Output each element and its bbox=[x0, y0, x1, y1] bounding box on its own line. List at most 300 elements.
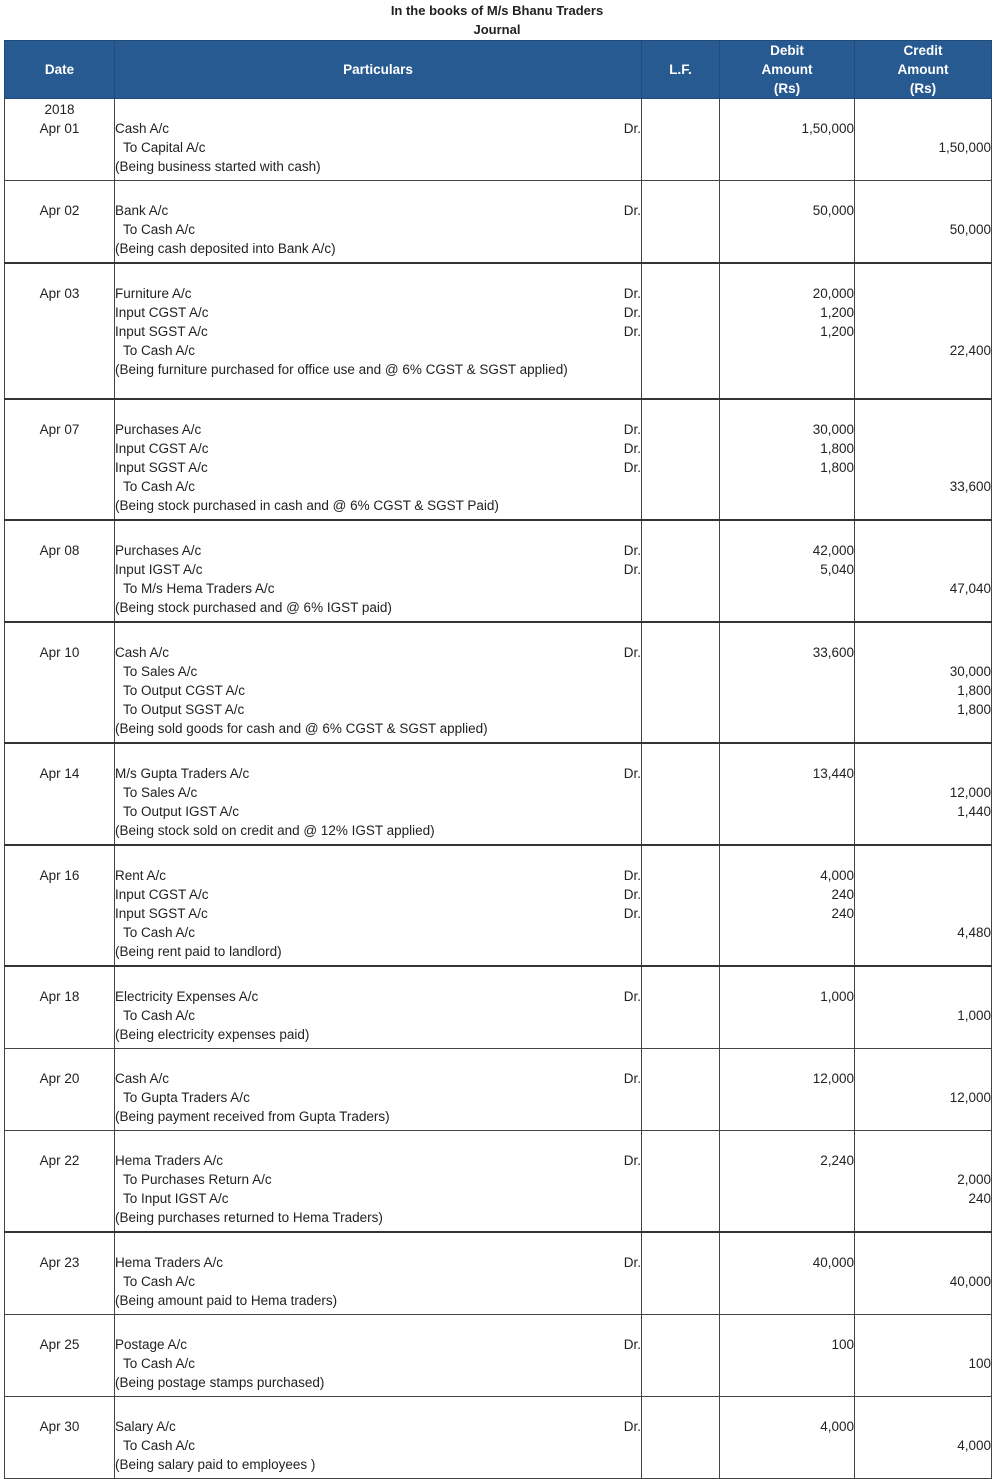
credit-account-line bbox=[115, 1189, 641, 1208]
date-cell bbox=[5, 1315, 115, 1397]
narration: (Being rent paid to landlord) bbox=[115, 944, 282, 959]
header-date: Date bbox=[5, 41, 115, 99]
debit-account-line bbox=[115, 1253, 641, 1272]
debit-cell bbox=[720, 181, 855, 264]
account-name: Furniture A/c bbox=[115, 286, 192, 301]
particulars-cell bbox=[115, 743, 642, 845]
narration: (Being amount paid to Hema traders) bbox=[115, 1293, 338, 1308]
credit-cell bbox=[855, 1049, 992, 1131]
debit-amount: 1,800 bbox=[820, 441, 854, 456]
dr-marker: Dr. bbox=[623, 868, 641, 883]
account-name: Input CGST A/c bbox=[115, 887, 209, 902]
debit-blank bbox=[720, 700, 854, 719]
debit-amount: 2,240 bbox=[820, 1153, 854, 1168]
credit-amount: 40,000 bbox=[949, 1274, 991, 1289]
credit-amount: 12,000 bbox=[949, 1090, 991, 1105]
lf-cell bbox=[642, 845, 720, 966]
lf-cell bbox=[642, 520, 720, 622]
particulars-cell bbox=[115, 1131, 642, 1233]
dr-marker: Dr. bbox=[623, 1153, 641, 1168]
credit-amount: 4,480 bbox=[957, 925, 991, 940]
lf-cell bbox=[642, 1232, 720, 1315]
dr-marker: Dr. bbox=[623, 989, 641, 1004]
credit-blank bbox=[855, 1417, 991, 1436]
credit-account-line bbox=[115, 1354, 641, 1373]
debit-blank bbox=[720, 1272, 854, 1291]
header-debit bbox=[720, 41, 855, 99]
journal-body bbox=[5, 99, 992, 1479]
particulars-cell bbox=[115, 520, 642, 622]
narration: (Being sold goods for cash and @ 6% CGST & SGST applied) bbox=[115, 721, 488, 736]
debit-blank bbox=[720, 341, 854, 360]
narration: (Being salary paid to employees ) bbox=[115, 1457, 316, 1472]
debit-cell bbox=[720, 1049, 855, 1131]
entry-date: Apr 07 bbox=[39, 422, 80, 437]
debit-account-line bbox=[115, 284, 641, 303]
credit-cell bbox=[855, 845, 992, 966]
credit-account-line bbox=[115, 700, 641, 719]
entry-date: Apr 08 bbox=[39, 543, 80, 558]
date-cell bbox=[5, 743, 115, 845]
lf-cell bbox=[642, 1315, 720, 1397]
debit-cell bbox=[720, 1131, 855, 1233]
journal-entry-row bbox=[5, 520, 992, 622]
credit-blank bbox=[855, 866, 991, 885]
journal-entry-row bbox=[5, 181, 992, 264]
credit-cell bbox=[855, 1397, 992, 1479]
debit-cell bbox=[720, 1232, 855, 1315]
header-credit-line: Amount bbox=[897, 62, 949, 77]
account-name: Cash A/c bbox=[115, 645, 170, 660]
account-name: To Output CGST A/c bbox=[123, 683, 246, 698]
credit-blank bbox=[855, 458, 991, 477]
credit-blank bbox=[855, 439, 991, 458]
debit-account-line bbox=[115, 541, 641, 560]
account-name: To Sales A/c bbox=[123, 785, 198, 800]
debit-blank bbox=[720, 802, 854, 821]
date-cell bbox=[5, 845, 115, 966]
dr-marker: Dr. bbox=[623, 441, 641, 456]
narration: (Being purchases returned to Hema Traders) bbox=[115, 1210, 383, 1225]
header-debit-line: Amount bbox=[761, 62, 813, 77]
dr-marker: Dr. bbox=[623, 562, 641, 577]
credit-amount: 240 bbox=[968, 1191, 991, 1206]
debit-blank bbox=[720, 1436, 854, 1455]
entry-year: 2018 bbox=[44, 102, 75, 117]
journal-entry-row bbox=[5, 1049, 992, 1131]
credit-cell bbox=[855, 520, 992, 622]
dr-marker: Dr. bbox=[623, 906, 641, 921]
credit-blank bbox=[855, 119, 991, 138]
debit-blank bbox=[720, 138, 854, 157]
dr-marker: Dr. bbox=[623, 1419, 641, 1434]
particulars-cell bbox=[115, 1315, 642, 1397]
debit-account-line bbox=[115, 866, 641, 885]
account-name: Purchases A/c bbox=[115, 543, 202, 558]
journal-entry-row bbox=[5, 1131, 992, 1233]
debit-cell bbox=[720, 99, 855, 181]
narration: (Being business started with cash) bbox=[115, 159, 321, 174]
dr-marker: Dr. bbox=[623, 305, 641, 320]
journal-entry-row bbox=[5, 1315, 992, 1397]
debit-cell bbox=[720, 399, 855, 520]
narration: (Being stock sold on credit and @ 12% IGST applied) bbox=[115, 823, 435, 838]
credit-amount: 30,000 bbox=[949, 664, 991, 679]
account-name: To Cash A/c bbox=[123, 1356, 196, 1371]
credit-amount: 12,000 bbox=[949, 785, 991, 800]
lf-cell bbox=[642, 743, 720, 845]
account-name: Salary A/c bbox=[115, 1419, 176, 1434]
account-name: To Cash A/c bbox=[123, 1274, 196, 1289]
date-cell bbox=[5, 966, 115, 1049]
journal-table bbox=[4, 40, 992, 1479]
account-name: To Cash A/c bbox=[123, 1438, 196, 1453]
particulars-cell bbox=[115, 1397, 642, 1479]
particulars-cell bbox=[115, 99, 642, 181]
dr-marker: Dr. bbox=[623, 324, 641, 339]
account-name: Cash A/c bbox=[115, 121, 170, 136]
account-name: To Cash A/c bbox=[123, 343, 196, 358]
credit-blank bbox=[855, 284, 991, 303]
date-cell bbox=[5, 181, 115, 264]
narration: (Being cash deposited into Bank A/c) bbox=[115, 241, 336, 256]
credit-account-line bbox=[115, 923, 641, 942]
date-cell bbox=[5, 520, 115, 622]
dr-marker: Dr. bbox=[623, 645, 641, 660]
narration: (Being electricity expenses paid) bbox=[115, 1027, 310, 1042]
entry-date: Apr 10 bbox=[39, 645, 80, 660]
entry-date: Apr 02 bbox=[39, 203, 80, 218]
credit-account-line bbox=[115, 579, 641, 598]
entry-date: Apr 25 bbox=[39, 1337, 80, 1352]
lf-cell bbox=[642, 263, 720, 399]
dr-marker: Dr. bbox=[623, 1071, 641, 1086]
lf-cell bbox=[642, 1049, 720, 1131]
debit-account-line bbox=[115, 439, 641, 458]
credit-blank bbox=[855, 541, 991, 560]
credit-cell bbox=[855, 622, 992, 743]
journal-entry-row bbox=[5, 99, 992, 181]
debit-amount: 240 bbox=[831, 906, 854, 921]
debit-amount: 1,000 bbox=[820, 989, 854, 1004]
account-name: To Purchases Return A/c bbox=[123, 1172, 272, 1187]
credit-amount: 50,000 bbox=[949, 222, 991, 237]
credit-amount: 1,800 bbox=[957, 702, 991, 717]
header-credit bbox=[855, 41, 992, 99]
journal-entry-row bbox=[5, 743, 992, 845]
credit-account-line bbox=[115, 341, 641, 360]
credit-amount: 4,000 bbox=[957, 1438, 991, 1453]
account-name: M/s Gupta Traders A/c bbox=[115, 766, 250, 781]
account-name: Hema Traders A/c bbox=[115, 1255, 224, 1270]
document-title bbox=[0, 0, 994, 40]
dr-marker: Dr. bbox=[623, 1337, 641, 1352]
journal-entry-row bbox=[5, 1232, 992, 1315]
title-line-journal: Journal bbox=[473, 22, 521, 37]
debit-amount: 1,50,000 bbox=[801, 121, 854, 136]
account-name: To Cash A/c bbox=[123, 925, 196, 940]
credit-blank bbox=[855, 201, 991, 220]
dr-marker: Dr. bbox=[623, 203, 641, 218]
account-name: Input CGST A/c bbox=[115, 441, 209, 456]
lf-cell bbox=[642, 1397, 720, 1479]
journal-entry-row bbox=[5, 845, 992, 966]
debit-amount: 240 bbox=[831, 887, 854, 902]
credit-account-line bbox=[115, 1436, 641, 1455]
header-credit-line: (Rs) bbox=[909, 81, 937, 96]
account-name: Input IGST A/c bbox=[115, 562, 203, 577]
entry-date: Apr 14 bbox=[39, 766, 80, 781]
credit-account-line bbox=[115, 783, 641, 802]
dr-marker: Dr. bbox=[623, 543, 641, 558]
account-name: To Output SGST A/c bbox=[123, 702, 245, 717]
lf-cell bbox=[642, 1131, 720, 1233]
account-name: To Gupta Traders A/c bbox=[123, 1090, 250, 1105]
credit-amount: 100 bbox=[968, 1356, 991, 1371]
account-name: To Cash A/c bbox=[123, 1008, 196, 1023]
header-debit-line: (Rs) bbox=[773, 81, 801, 96]
narration: (Being payment received from Gupta Traders) bbox=[115, 1109, 390, 1124]
account-name: Electricity Expenses A/c bbox=[115, 989, 259, 1004]
lf-cell bbox=[642, 399, 720, 520]
debit-account-line bbox=[115, 201, 641, 220]
debit-amount: 20,000 bbox=[812, 286, 854, 301]
credit-blank bbox=[855, 904, 991, 923]
account-name: Input CGST A/c bbox=[115, 305, 209, 320]
account-name: Input SGST A/c bbox=[115, 906, 208, 921]
journal-entry-row bbox=[5, 399, 992, 520]
credit-amount: 33,600 bbox=[949, 479, 991, 494]
narration: (Being stock purchased and @ 6% IGST paid) bbox=[115, 600, 392, 615]
debit-account-line bbox=[115, 458, 641, 477]
credit-cell bbox=[855, 181, 992, 264]
debit-cell bbox=[720, 1315, 855, 1397]
debit-blank bbox=[720, 220, 854, 239]
debit-amount: 40,000 bbox=[812, 1255, 854, 1270]
debit-cell bbox=[720, 743, 855, 845]
journal-entry-row bbox=[5, 263, 992, 399]
date-cell bbox=[5, 263, 115, 399]
debit-blank bbox=[720, 662, 854, 681]
debit-blank bbox=[720, 579, 854, 598]
dr-marker: Dr. bbox=[623, 1255, 641, 1270]
particulars-cell bbox=[115, 966, 642, 1049]
debit-amount: 13,440 bbox=[812, 766, 854, 781]
dr-marker: Dr. bbox=[623, 766, 641, 781]
entry-date: Apr 22 bbox=[39, 1153, 80, 1168]
account-name: Bank A/c bbox=[115, 203, 169, 218]
particulars-cell bbox=[115, 1232, 642, 1315]
credit-cell bbox=[855, 1232, 992, 1315]
debit-account-line bbox=[115, 1335, 641, 1354]
credit-amount: 1,50,000 bbox=[938, 140, 991, 155]
entry-date: Apr 03 bbox=[39, 286, 80, 301]
dr-marker: Dr. bbox=[623, 286, 641, 301]
date-cell bbox=[5, 1049, 115, 1131]
credit-blank bbox=[855, 322, 991, 341]
debit-blank bbox=[720, 1006, 854, 1025]
credit-account-line bbox=[115, 681, 641, 700]
debit-blank bbox=[720, 1170, 854, 1189]
account-name: To Capital A/c bbox=[123, 140, 206, 155]
date-cell bbox=[5, 1397, 115, 1479]
narration: (Being stock purchased in cash and @ 6% CGST & SGST Paid) bbox=[115, 498, 499, 513]
debit-account-line bbox=[115, 420, 641, 439]
credit-account-line bbox=[115, 220, 641, 239]
narration: (Being furniture purchased for office use and @ 6% CGST & SGST applied) bbox=[115, 362, 568, 377]
particulars-cell bbox=[115, 1049, 642, 1131]
debit-cell bbox=[720, 966, 855, 1049]
debit-blank bbox=[720, 1354, 854, 1373]
account-name: Postage A/c bbox=[115, 1337, 188, 1352]
credit-blank bbox=[855, 1069, 991, 1088]
credit-blank bbox=[855, 987, 991, 1006]
debit-account-line bbox=[115, 885, 641, 904]
account-name: Rent A/c bbox=[115, 868, 167, 883]
credit-cell bbox=[855, 743, 992, 845]
debit-amount: 1,800 bbox=[820, 460, 854, 475]
debit-account-line bbox=[115, 1069, 641, 1088]
credit-blank bbox=[855, 885, 991, 904]
credit-amount: 1,440 bbox=[957, 804, 991, 819]
account-name: To Cash A/c bbox=[123, 479, 196, 494]
debit-amount: 1,200 bbox=[820, 324, 854, 339]
account-name: Purchases A/c bbox=[115, 422, 202, 437]
account-name: Input SGST A/c bbox=[115, 324, 208, 339]
debit-account-line bbox=[115, 1151, 641, 1170]
debit-blank bbox=[720, 783, 854, 802]
lf-cell bbox=[642, 181, 720, 264]
credit-cell bbox=[855, 1315, 992, 1397]
debit-cell bbox=[720, 1397, 855, 1479]
particulars-cell bbox=[115, 845, 642, 966]
header-debit-line: Debit bbox=[770, 43, 804, 58]
debit-blank bbox=[720, 1088, 854, 1107]
entry-date: Apr 23 bbox=[39, 1255, 80, 1270]
credit-blank bbox=[855, 1335, 991, 1354]
account-name: To Cash A/c bbox=[123, 222, 196, 237]
debit-amount: 30,000 bbox=[812, 422, 854, 437]
credit-cell bbox=[855, 399, 992, 520]
dr-marker: Dr. bbox=[623, 887, 641, 902]
debit-amount: 12,000 bbox=[812, 1071, 854, 1086]
header-particulars: Particulars bbox=[115, 41, 642, 99]
journal-entry-row bbox=[5, 1397, 992, 1479]
debit-amount: 5,040 bbox=[820, 562, 854, 577]
debit-amount: 4,000 bbox=[820, 1419, 854, 1434]
header-lf: L.F. bbox=[642, 41, 720, 99]
credit-blank bbox=[855, 1253, 991, 1272]
credit-cell bbox=[855, 263, 992, 399]
credit-blank bbox=[855, 560, 991, 579]
journal-entry-row bbox=[5, 622, 992, 743]
debit-account-line bbox=[115, 560, 641, 579]
debit-account-line bbox=[115, 119, 641, 138]
account-name: To M/s Hema Traders A/c bbox=[123, 581, 275, 596]
entry-date: Apr 30 bbox=[39, 1419, 80, 1434]
debit-account-line bbox=[115, 303, 641, 322]
debit-amount: 50,000 bbox=[812, 203, 854, 218]
credit-account-line bbox=[115, 1170, 641, 1189]
date-cell bbox=[5, 1232, 115, 1315]
debit-amount: 33,600 bbox=[812, 645, 854, 660]
account-name: To Output IGST A/c bbox=[123, 804, 240, 819]
particulars-cell bbox=[115, 263, 642, 399]
debit-cell bbox=[720, 622, 855, 743]
account-name: To Sales A/c bbox=[123, 664, 198, 679]
date-cell bbox=[5, 622, 115, 743]
debit-amount: 100 bbox=[831, 1337, 854, 1352]
credit-account-line bbox=[115, 1088, 641, 1107]
debit-account-line bbox=[115, 904, 641, 923]
account-name: Input SGST A/c bbox=[115, 460, 208, 475]
debit-blank bbox=[720, 681, 854, 700]
credit-blank bbox=[855, 643, 991, 662]
particulars-cell bbox=[115, 622, 642, 743]
debit-amount: 1,200 bbox=[820, 305, 854, 320]
debit-amount: 42,000 bbox=[812, 543, 854, 558]
debit-blank bbox=[720, 1189, 854, 1208]
lf-cell bbox=[642, 966, 720, 1049]
debit-blank bbox=[720, 923, 854, 942]
debit-account-line bbox=[115, 1417, 641, 1436]
account-name: To Input IGST A/c bbox=[123, 1191, 229, 1206]
date-cell bbox=[5, 1131, 115, 1233]
lf-cell bbox=[642, 622, 720, 743]
debit-cell bbox=[720, 520, 855, 622]
date-cell bbox=[5, 99, 115, 181]
debit-account-line bbox=[115, 643, 641, 662]
debit-blank bbox=[720, 477, 854, 496]
credit-account-line bbox=[115, 1272, 641, 1291]
credit-amount: 1,000 bbox=[957, 1008, 991, 1023]
entry-date: Apr 18 bbox=[39, 989, 80, 1004]
debit-account-line bbox=[115, 322, 641, 341]
debit-account-line bbox=[115, 764, 641, 783]
debit-cell bbox=[720, 263, 855, 399]
debit-cell bbox=[720, 845, 855, 966]
credit-account-line bbox=[115, 802, 641, 821]
entry-date: Apr 16 bbox=[39, 868, 80, 883]
credit-cell bbox=[855, 966, 992, 1049]
credit-cell bbox=[855, 99, 992, 181]
credit-blank bbox=[855, 420, 991, 439]
lf-cell bbox=[642, 99, 720, 181]
title-line-books: In the books of M/s Bhanu Traders bbox=[390, 3, 604, 18]
dr-marker: Dr. bbox=[623, 422, 641, 437]
journal-entry-row bbox=[5, 966, 992, 1049]
particulars-cell bbox=[115, 399, 642, 520]
table-header-row bbox=[5, 41, 992, 99]
credit-account-line bbox=[115, 1006, 641, 1025]
credit-account-line bbox=[115, 662, 641, 681]
entry-date: Apr 20 bbox=[39, 1071, 80, 1086]
narration: (Being postage stamps purchased) bbox=[115, 1375, 325, 1390]
account-name: Hema Traders A/c bbox=[115, 1153, 224, 1168]
dr-marker: Dr. bbox=[623, 460, 641, 475]
header-credit-line: Credit bbox=[903, 43, 943, 58]
credit-amount: 47,040 bbox=[949, 581, 991, 596]
dr-marker: Dr. bbox=[623, 121, 641, 136]
credit-blank bbox=[855, 764, 991, 783]
credit-amount: 1,800 bbox=[957, 683, 991, 698]
credit-amount: 2,000 bbox=[957, 1172, 991, 1187]
credit-blank bbox=[855, 303, 991, 322]
particulars-cell bbox=[115, 181, 642, 264]
credit-amount: 22,400 bbox=[949, 343, 991, 358]
credit-account-line bbox=[115, 477, 641, 496]
credit-blank bbox=[855, 1151, 991, 1170]
